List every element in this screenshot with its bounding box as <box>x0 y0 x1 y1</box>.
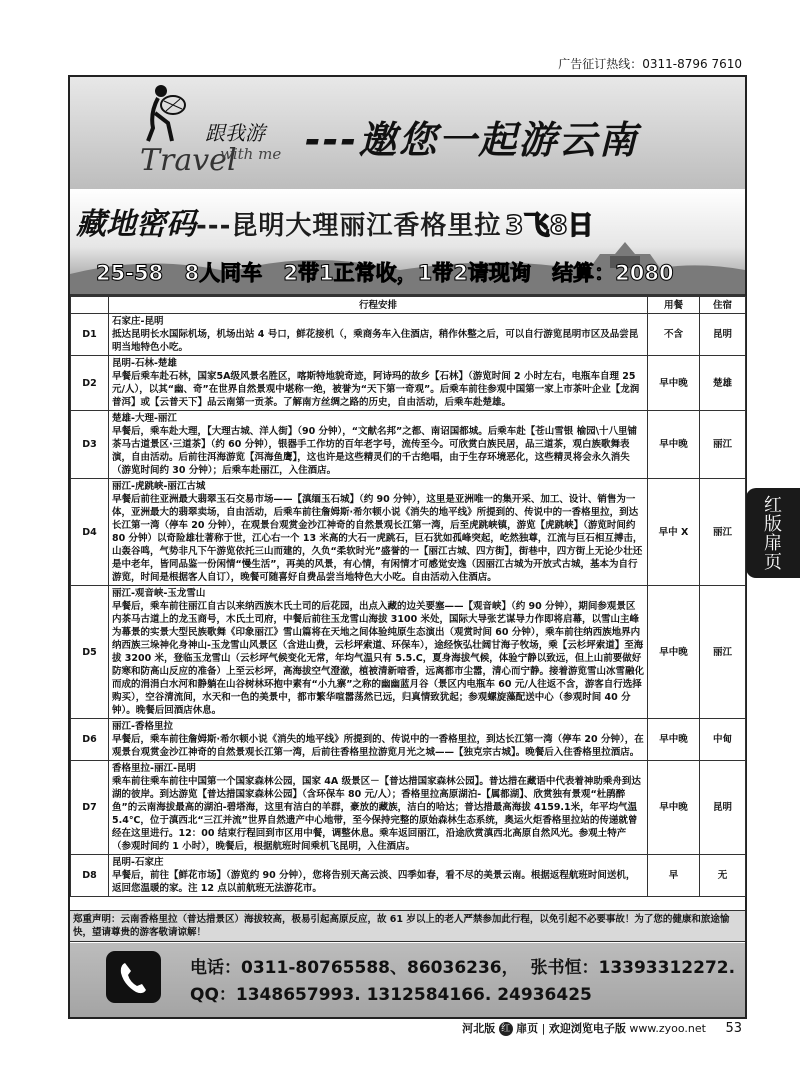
route-header <box>70 189 745 296</box>
header-plan: 行程安排 <box>109 297 648 314</box>
disclaimer-note: 郑重声明：云南香格里拉（普达措景区）海拔较高，极易引起高原反应，故 61 岁以上的老人严禁参加此行程，以免引起不必要事故！为了您的健康和旅途愉快，望请尊贵的游客敬请谅解！ <box>70 910 745 942</box>
day-title: 丽江-观音峡-玉龙雪山 <box>112 588 206 599</box>
logo-english: Travel <box>140 143 237 178</box>
day-body: 早餐后前往亚洲最大翡翠玉石交易市场——【滇缅玉石城】（约 90 分钟），这里是亚洲唯一的集开采、加工、设计、销售为一体，亚洲最大的翡翠卖场，自由活动，后乘车前往詹姆斯·希尔顿小说《消失的地平线》所提到的、传说中的一香格里拉，到达长江第一湾（停车 20 分钟），在观景台观赏金沙江神奇的自然景观长江第一湾，后至虎跳峡镇，游览【虎跳峡】（游览时间约 80 分钟）以奇险雄壮著称于世，江心右一个 13 米高的大石一虎跳石，巨石犹如孤峰突起，屹然独尊，江流与巨石相互搏击，山轰谷鸣，气势非凡下午游览依托三山而建的，久负“柔软时光”盛誉的一【丽江古城、四方街】，街巷中，四方街上无论少壮还是中老年，皆同品鉴一份闲情“慢生活”，再美的风景，有心情，有闲情才可感觉安逸（因丽江古城为开放式古城，基本为自行游览，时间是根据客人自订），晚餐可随喜好自费品尝当地特色大小吃。自由活动入住酒店。 <box>112 494 643 583</box>
page-number: 53 <box>725 1021 742 1036</box>
section-tab-char: 版 <box>764 514 782 535</box>
ad-frame <box>68 75 747 1019</box>
telephone-icon <box>106 951 161 1003</box>
header-meal: 用餐 <box>648 297 700 314</box>
slogan: ---邀您一起游云南 <box>305 118 639 162</box>
table-row <box>71 411 746 479</box>
header-stay: 住宿 <box>700 297 746 314</box>
route-title: ---昆明大理丽江香格里拉 <box>196 211 502 241</box>
day-meal: 早中晚 <box>648 586 700 719</box>
day-body: 早餐后乘车赴石林，国家5A级风景名胜区，喀斯特地貌奇迹，阿诗玛的故乡【石林】（游览时间 2 小时左右，电瓶车自理 25 元/人），以其“幽、奇”在世界自然景观中堪称一绝，被誉为“天下第一奇观”。后乘车前往参观中国第一家上市茶叶企业【龙润普洱】或【云普天下】品云南第一贡茶。了解南方丝绸之路的历史，自由活动，后乘车赴楚雄。 <box>112 371 640 408</box>
day-plan <box>109 761 648 855</box>
day-stay: 楚雄 <box>700 356 746 411</box>
itinerary-table <box>70 296 746 897</box>
footer-separator: | <box>541 1022 546 1035</box>
settlement-price: 结算：2080 <box>552 261 674 285</box>
day-title: 香格里拉-丽江-昆明 <box>112 763 196 774</box>
day-label: D4 <box>71 479 109 586</box>
section-tab-char: 页 <box>764 552 782 573</box>
day-label: D6 <box>71 719 109 761</box>
mobile-phone: 13393312272. <box>598 958 736 978</box>
website-link[interactable]: www.zyoo.net <box>629 1022 706 1035</box>
day-body: 早餐后，前往【鲜花市场】（游览约 90 分钟），您将告别天高云淡、四季如春，看不尽的美景云南。根据返程航班时间送机，返回您温暖的家。注 12 点以前航班无法游花市。 <box>112 870 636 894</box>
table-row <box>71 761 746 855</box>
day-label: D1 <box>71 314 109 356</box>
logo-tagline: with me <box>220 145 282 163</box>
table-row <box>71 479 746 586</box>
qq-numbers: QQ：1348657993. 1312584166. 24936425 <box>190 985 592 1005</box>
section-tab <box>746 488 800 578</box>
edition-suffix: 扉页 <box>516 1022 539 1035</box>
footer-welcome: 欢迎浏览电子版 <box>548 1022 626 1035</box>
table-row <box>71 314 746 356</box>
day-title: 丽江-虎跳峡-丽江古城 <box>112 481 206 492</box>
contact-panel <box>70 943 745 1017</box>
day-stay: 昆明 <box>700 761 746 855</box>
traveler-logo-icon <box>128 83 188 143</box>
brand-banner <box>70 77 745 191</box>
route-title-line <box>76 199 594 243</box>
table-row <box>71 586 746 719</box>
hotline-text: 广告征订热线：0311-8796 7610 <box>558 57 742 71</box>
day-stay: 丽江 <box>700 411 746 479</box>
day-title: 昆明-石林-楚雄 <box>112 358 177 369</box>
route-summary <box>96 257 688 287</box>
day-plan <box>109 719 648 761</box>
day-meal: 早中晚 <box>648 761 700 855</box>
day-meal: 早中晚 <box>648 719 700 761</box>
day-label: D2 <box>71 356 109 411</box>
day-plan <box>109 479 648 586</box>
section-tab-char: 扉 <box>764 533 782 554</box>
section-tab-char: 红 <box>764 495 782 516</box>
day-stay: 丽江 <box>700 586 746 719</box>
day-meal: 早中 X <box>648 479 700 586</box>
day-label: D3 <box>71 411 109 479</box>
edition-badge: 红 <box>499 1022 513 1036</box>
day-label: D7 <box>71 761 109 855</box>
day-stay: 中甸 <box>700 719 746 761</box>
day-body: 乘车前往乘车前往中国第一个国家森林公园，国家 4A 级景区－【普达措国家森林公园】。普达措在藏语中代表着神助乘舟到达湖的彼岸。到达游览【普达措国家森林公园】（含环保车 80 元/人）；香格里拉高原湖泊-【属都湖】、欣赏独有景观“杜鹃醉鱼”的云南海拔最高的湖泊-碧塔海，这里有洁白的羊群，豪放的藏族，洁白的哈达；普达措最高海拔 4159.1米，年平均气温 5.4℃，位于滇西北“三江并流”世界自然遗产中心地带，至今保持完整的原始森林生态系统，奥运火炬香格里拉站的传递就曾经在这里进行。12：00 结束行程回到市区用中餐，调整休息。乘车返回丽江，沿途欣赏滇西北高原自然风光。参观土特产（参观时间约 1 小时），晚餐后，根据航班时间乘机飞昆明，入住酒店。 <box>112 776 641 852</box>
day-body: 早餐后，乘车前往詹姆斯·希尔顿小说《消失的地平线》所提到的、传说中的一香格里拉，到达长江第一湾（停车 20 分钟），在观景台观赏金沙江神奇的自然景观长江第一湾，后前往香格里拉游览月光之城——【独克宗古城】。晚餐后入住香格里拉酒店。 <box>112 734 644 758</box>
age-range: 25-58 <box>96 261 164 285</box>
office-phone: 电话：0311-80765588、86036236， <box>190 958 519 978</box>
day-title: 楚雄-大理-丽江 <box>112 413 177 424</box>
day-plan <box>109 314 648 356</box>
header-day <box>71 297 109 314</box>
table-row <box>71 855 746 897</box>
day-body: 早餐后，乘车赴大理，【大理古城、洋人街】（90 分钟），“文献名邦”之都、南诏国都城。后乘车赴【苍山雪银 榆园\十八里铺茶马古道景区·三道茶】（约 60 分钟），银器手工作坊的百年老字号，流传至今。可欣赏白族民居，品三道茶，观白族歌舞表演，自由活动。后前往洱海游览【洱海鱼鹰】，这也许是这些精灵们的千古绝唱，由于生存环境恶化，这些精灵将会永久消失（游览时间约 30 分钟）；后乘车赴丽江，入住酒店。 <box>112 426 638 476</box>
day-stay: 昆明 <box>700 314 746 356</box>
day-stay: 丽江 <box>700 479 746 586</box>
day-stay: 无 <box>700 855 746 897</box>
day-meal: 早 <box>648 855 700 897</box>
day-plan <box>109 586 648 719</box>
day-label: D8 <box>71 855 109 897</box>
table-row <box>71 356 746 411</box>
day-label: D5 <box>71 586 109 719</box>
day-plan <box>109 356 648 411</box>
logo-chinese: 跟我游 <box>205 121 265 145</box>
day-plan <box>109 855 648 897</box>
phone-numbers <box>190 953 735 978</box>
page-footer <box>462 1020 742 1036</box>
table-row <box>71 719 746 761</box>
day-title: 石家庄-昆明 <box>112 316 164 327</box>
itinerary-header-row <box>71 297 746 314</box>
pricing-policy: 2带1正常收，1带2请现询 <box>283 261 531 285</box>
group-size: 8人同车 <box>184 261 263 285</box>
day-body: 抵达昆明长水国际机场，机场出站 4 号口，鲜花接机（，乘商务车入住酒店，稍作休整之后，可以自行游览昆明市区及品尝昆明当地特色小吃。 <box>112 329 639 353</box>
day-meal: 不含 <box>648 314 700 356</box>
day-meal: 早中晚 <box>648 411 700 479</box>
day-title: 丽江-香格里拉 <box>112 721 173 732</box>
day-meal: 早中晚 <box>648 356 700 411</box>
contact-person: 张书恒： <box>530 958 599 978</box>
day-title: 昆明-石家庄 <box>112 857 164 868</box>
day-plan <box>109 411 648 479</box>
edition-prefix: 河北版 <box>462 1022 496 1035</box>
route-days: 3飞8日 <box>505 211 594 241</box>
route-brand: 藏地密码 <box>76 207 196 242</box>
day-body: 早餐后，乘车前往丽江自古以来纳西族木氏土司的后花园，出点入藏的边关要塞——【观音峡】（约 90 分钟），期间参观景区内茶马古道上的龙玉商号，木氏土司府，中餐后前往玉龙雪山海拔 3100 米处，国际大导张艺谋导力作即将启幕，以雪山主峰为幕景的实景大型民族歌舞《印象丽江》雪山篇将在天地之间体验纯原生态演出（观赏时间 60 分钟），乘车前往纳西族地界内纳西族三垛神化身神山-玉龙雪山风景区（含进山费，云杉坪索道、环保车），途经恢弘壮阔甘海子牧场，乘【云杉坪索道】至海拔 3200 米，登临玉龙雪山（云杉坪气候变化无常，年均气温只有 5.5.C，夏身海拔气候，体验宁静以致远，但上山前要做好防寒和防高山反应的准备）上至云杉坪，高海拔空气澄澈，植被清新喑香，远离都市尘嚣，清心而宁静。接着游览雪山冰雪融化而成的涓涓白水河和静躺在山谷树林环抱中素有“小九寨”之称的幽幽蓝月谷（景区内电瓶车 60 元/人往返不含，游客自行选择购买），空谷清流间，水天和一色的美景中，都市繁华喧嚣荡然已远，归真情致犹起；参观螺旋藻配送中心（参观时间 40 分钟）。晚餐后回酒店休息。 <box>112 601 645 716</box>
